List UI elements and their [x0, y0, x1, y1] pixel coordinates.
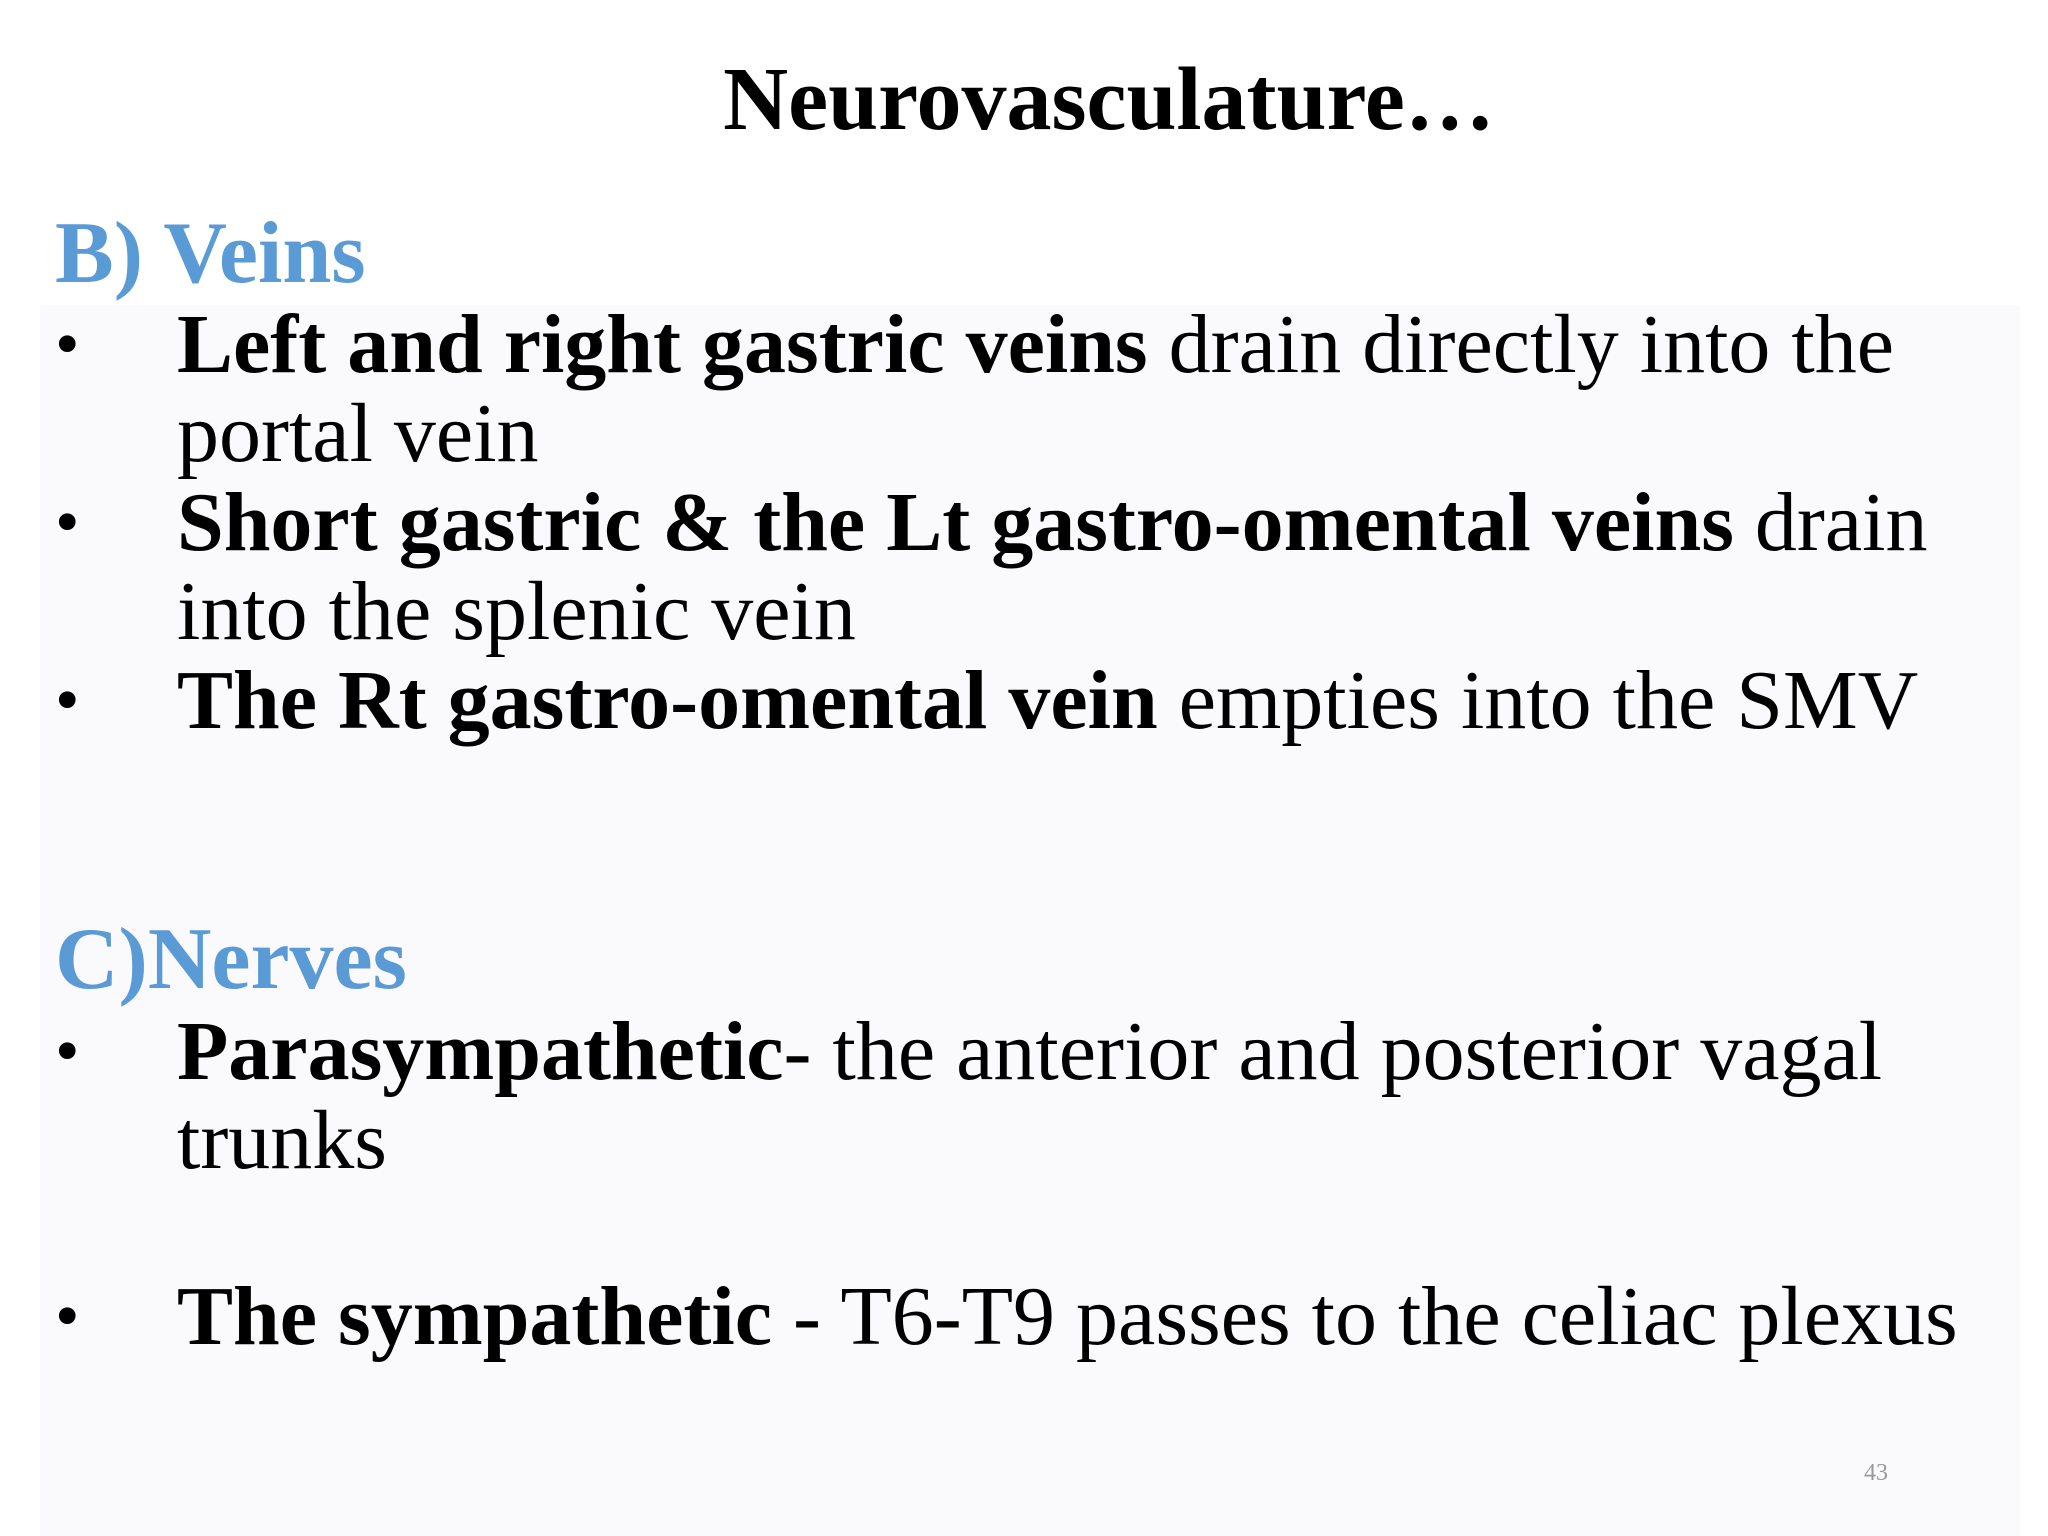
nerves-heading: C)Nerves [55, 911, 407, 1008]
bullet: • [55, 662, 80, 739]
nerve-item-bold: The sympathetic [177, 1270, 772, 1363]
page-number: 43 [1864, 1460, 1888, 1486]
nerve-item-bold: Parasympathetic [177, 1005, 784, 1098]
vein-item-text: drain into the splenic vein [177, 476, 1928, 658]
vein-item-bold: The Rt gastro-omental vein [177, 654, 1158, 747]
nerve-item-text: - T6-T9 passes to the celiac plexus [771, 1270, 1958, 1363]
nerve-item-parasympathetic [55, 1007, 1995, 1185]
bullet: • [55, 1278, 80, 1355]
bullet: • [55, 1013, 80, 1090]
slide-title: Neurovasculature… [723, 50, 1495, 149]
vein-item-rt-gastro-omental [55, 656, 1995, 745]
vein-item-text: empties into the SMV [1157, 654, 1919, 747]
vein-item-text: drain directly into the portal vein [177, 298, 1895, 480]
bullet: • [55, 306, 80, 383]
vein-item-gastric [55, 300, 1995, 478]
vein-item-bold: Short gastric & the Lt gastro-omental veins [177, 476, 1734, 569]
veins-heading: B) Veins [55, 205, 366, 302]
nerve-item-sympathetic [55, 1272, 1995, 1361]
vein-item-bold: Left and right gastric veins [177, 298, 1148, 391]
nerve-item-text: - the anterior and posterior vagal trunks [177, 1005, 1883, 1187]
bullet: • [55, 484, 80, 561]
vein-item-short-gastric [55, 478, 1995, 656]
